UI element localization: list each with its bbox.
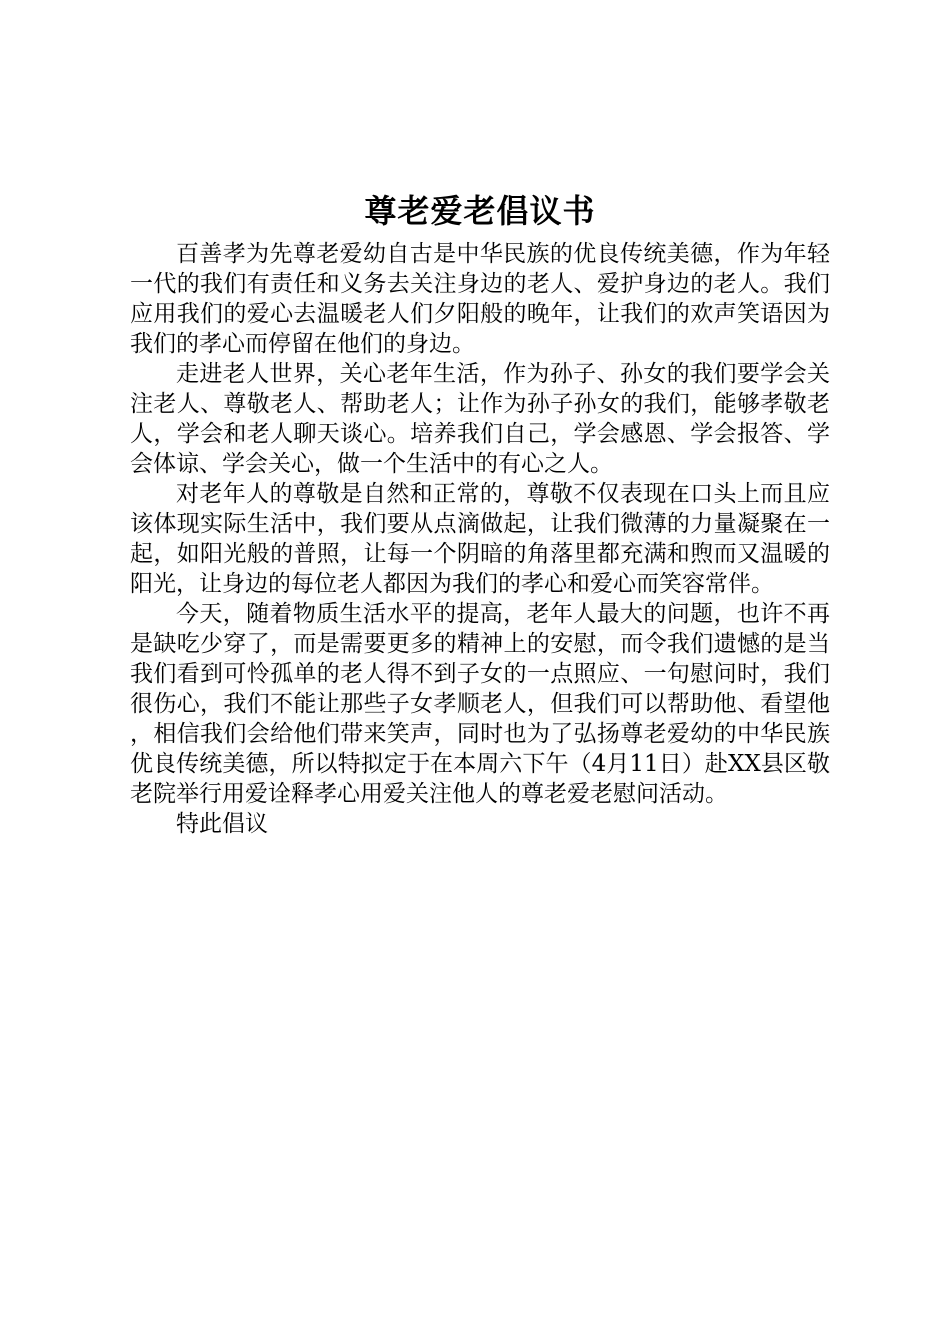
paragraph-respect: 对老年人的尊敬是自然和正常的，尊敬不仅表现在口头上而且应该体现实际生活中，我们要从点滴做起，让我们微薄的力量凝聚在一起，如阳光般的普照，让每一个阴暗的角落里都充满和煦而又温暖的阳光，让身边的每位老人都因为我们的孝心和爱心而笑容常伴。 xyxy=(130,481,830,597)
document-title: 尊老爱老倡议书 xyxy=(364,192,596,230)
document-body xyxy=(130,183,830,839)
paragraph-elderly-world: 走进老人世界，关心老年生活，作为孙子、孙女的我们要学会关注老人、尊敬老人、帮助老人；让作为孙子孙女的我们，能够孝敬老人，学会和老人聊天谈心。培养我们自己，学会感恩、学会报答、学会体谅、学会关心，做一个生活中的有心之人。 xyxy=(130,361,830,477)
paragraph-closing: 特此倡议 xyxy=(176,811,268,837)
paragraph-filial-piety: 百善孝为先尊老爱幼自古是中华民族的优良传统美德，作为年轻一代的我们有责任和义务去关注身边的老人、爱护身边的老人。我们应用我们的爱心去温暖老人们夕阳般的晚年，让我们的欢声笑语因为我们的孝心而停留在他们的身边。 xyxy=(130,241,830,357)
paragraph-activity: 今天，随着物质生活水平的提高，老年人最大的问题，也许不再是缺吃少穿了，而是需要更多的精神上的安慰，而令我们遗憾的是当我们看到可怜孤单的老人得不到子女的一点照应、一句慰问时，我们很伤心，我们不能让那些子女孝顺老人，但我们可以帮助他、看望他，相信我们会给他们带来笑声，同时也为了弘扬尊老爱幼的中华民族优良传统美德，所以特拟定于在本周六下午（4月11日）赴XX县区敬老院举行用爱诠释孝心用爱关注他人的尊老爱老慰问活动。 xyxy=(130,601,830,807)
